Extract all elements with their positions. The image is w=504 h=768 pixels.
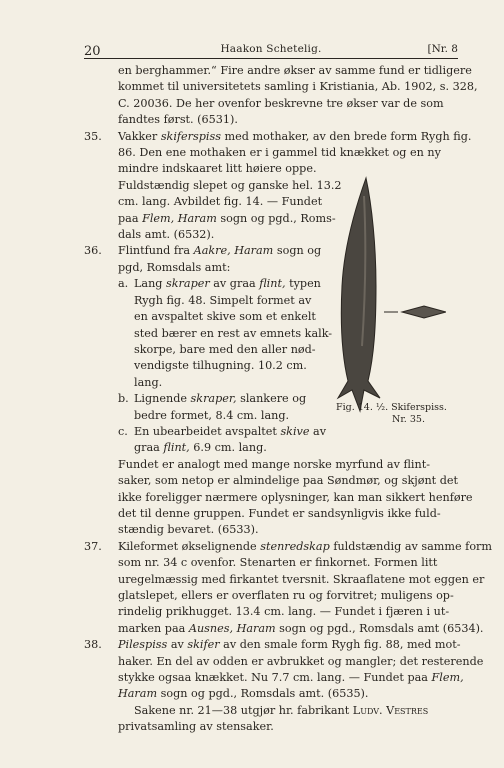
- text-run: graa: [134, 441, 164, 455]
- text-line: [84, 686, 458, 702]
- subitem-label: a.: [118, 277, 129, 291]
- text-line: fandtes først. (6531).: [118, 113, 238, 127]
- text-run: av: [167, 638, 188, 652]
- italic-place: Aakre, Haram: [193, 244, 274, 258]
- running-title: Haakon Schetelig.: [220, 43, 322, 55]
- entry-38: [84, 637, 461, 653]
- text-run: en avspaltet skive som et enkelt: [134, 310, 316, 324]
- smallcaps-name: Ludv. Vestres: [352, 703, 429, 717]
- subitem-c: [84, 424, 458, 440]
- text-run: Vakker: [118, 129, 161, 143]
- text-line: [84, 703, 458, 719]
- caption-line: Nr. 35.: [392, 414, 425, 425]
- text-line: haker. En del av odden er avbrukket og mangler; det resterende: [118, 654, 484, 668]
- italic-place: Flem,: [431, 671, 464, 685]
- text-run: Sakene nr. 21—38 utgjør hr. fabrikant: [134, 703, 353, 717]
- text-run: stykke ogsaa knækket. Nu 7.7 cm. lang. — Fundet paa: [118, 671, 432, 685]
- text-line: Fundet er analogt med mange norske myrfund av flint-: [118, 457, 430, 471]
- entry-number: 37.: [84, 539, 102, 553]
- italic-term: stenredskap: [260, 539, 330, 553]
- text-run: sogn og: [273, 244, 322, 258]
- text-run: Rygh fig. 48. Simpelt formet av: [134, 293, 312, 307]
- italic-term: skive: [280, 424, 310, 438]
- text-line: rindelig prikhugget. 13.4 cm. lang. — Fundet i fjæren i ut-: [118, 605, 450, 619]
- text-line: Fuldstændig slepet og ganske hel. 13.2: [118, 178, 342, 192]
- page-number: 20: [84, 44, 101, 59]
- issue-number: [Nr. 8: [427, 43, 458, 55]
- text-line: kommet til universitetets samling i Kristiania, Ab. 1902, s. 328,: [118, 80, 478, 94]
- text-run: typen: [285, 277, 321, 291]
- text-run: lang.: [134, 375, 163, 389]
- text-run: bedre formet, 8.4 cm. lang.: [134, 408, 290, 422]
- entry-number: 35.: [84, 129, 102, 143]
- subitem-label: c.: [118, 424, 128, 438]
- entry-number: 38.: [84, 638, 102, 652]
- text-line: stændig bevaret. (6533).: [118, 523, 259, 537]
- entry-35: [84, 129, 472, 145]
- figure-caption: [336, 402, 464, 426]
- text-run: vendigste tilhugning. 10.2 cm.: [134, 359, 307, 373]
- text-run: skorpe, bare med den aller nød-: [134, 342, 316, 356]
- text-line: [84, 670, 464, 686]
- text-run: Flintfund fra: [118, 244, 194, 258]
- entry-number: 36.: [84, 244, 102, 258]
- italic-term: flint,: [163, 441, 190, 455]
- text-line: [84, 440, 458, 456]
- text-run: av: [309, 424, 327, 438]
- italic-term: skiferspiss: [160, 129, 221, 143]
- text-line: cm. lang. Avbildet fig. 14. — Fundet: [118, 195, 323, 209]
- italic-term: flint,: [259, 277, 286, 291]
- text-run: av den smale form Rygh fig. 88, med mot-: [219, 638, 461, 652]
- slate-point-body: [338, 178, 380, 411]
- italic-place: Haram: [118, 687, 158, 701]
- text-run: slankere og: [236, 392, 307, 406]
- running-header: [84, 38, 458, 58]
- text-line: glatslepet, ellers er overflaten ru og forvitret; muligens op-: [118, 589, 454, 602]
- text-line: uregelmæssig med firkantet tversnit. Skraaflatene mot eggen er: [118, 572, 485, 586]
- text-run: av graa: [209, 277, 260, 291]
- text-run: sogn og pgd., Romsdals amt (6534).: [275, 621, 484, 635]
- italic-term: skraper,: [190, 392, 237, 406]
- slate-point-cross-section: [402, 306, 446, 318]
- text-run: sted bærer en rest av emnets kalk-: [134, 326, 333, 340]
- text-line: som nr. 34 c ovenfor. Stenarten er finkornet. Formen litt: [118, 556, 438, 570]
- italic-place: Flem, Haram: [142, 211, 217, 225]
- text-line: 86. Den ene mothaken er i gammel tid knækket og en ny: [118, 146, 441, 160]
- text-line: C. 20036. De her ovenfor beskrevne tre økser var de som: [118, 96, 444, 110]
- subitem-label: b.: [118, 392, 129, 406]
- text-run: sogn og pgd., Romsdals amt. (6535).: [157, 687, 369, 701]
- text-run: 6.9 cm. lang.: [189, 441, 267, 455]
- text-run: sogn og pgd., Roms-: [216, 211, 336, 225]
- italic-term: skifer: [187, 638, 220, 652]
- text-run: En ubearbeidet avspaltet: [134, 424, 281, 438]
- text-run: Lignende: [134, 392, 191, 406]
- text-run: paa: [118, 211, 143, 225]
- text-line: mindre indskaaret litt høiere oppe.: [118, 162, 317, 176]
- text-line: privatsamling av stensaker.: [118, 720, 274, 734]
- italic-term: Pilespiss: [118, 638, 168, 652]
- text-line: det til denne gruppen. Fundet er sandsynligvis ikke fuld-: [118, 506, 441, 520]
- entry-37: [84, 539, 493, 555]
- text-line: en berghammer.“ Fire andre økser av samme fund er tidligere: [118, 64, 472, 77]
- text-line: pgd, Romsdals amt:: [118, 260, 231, 274]
- text-line: [84, 621, 484, 637]
- text-run: fuldstændig av samme form: [329, 539, 493, 553]
- italic-place: Ausnes, Haram: [188, 621, 276, 635]
- text-line: saker, som netop er almindelige paa Søndmør, og skjønt det: [118, 474, 459, 488]
- text-run: Lang: [134, 277, 167, 291]
- text-run: marken paa: [118, 621, 189, 635]
- text-line: ikke foreligger nærmere oplysninger, kan man sikkert henføre: [118, 490, 473, 504]
- italic-term: skraper: [166, 277, 210, 291]
- slate-point-illustration: [336, 176, 446, 416]
- caption-line: Fig. 14. ½. Skiferspiss.: [336, 402, 447, 413]
- text-line: dals amt. (6532).: [118, 228, 215, 242]
- text-run: Kileformet økselignende: [118, 539, 261, 553]
- text-run: med mothaker, av den brede form Rygh fig.: [220, 129, 472, 143]
- header-rule: [84, 58, 458, 59]
